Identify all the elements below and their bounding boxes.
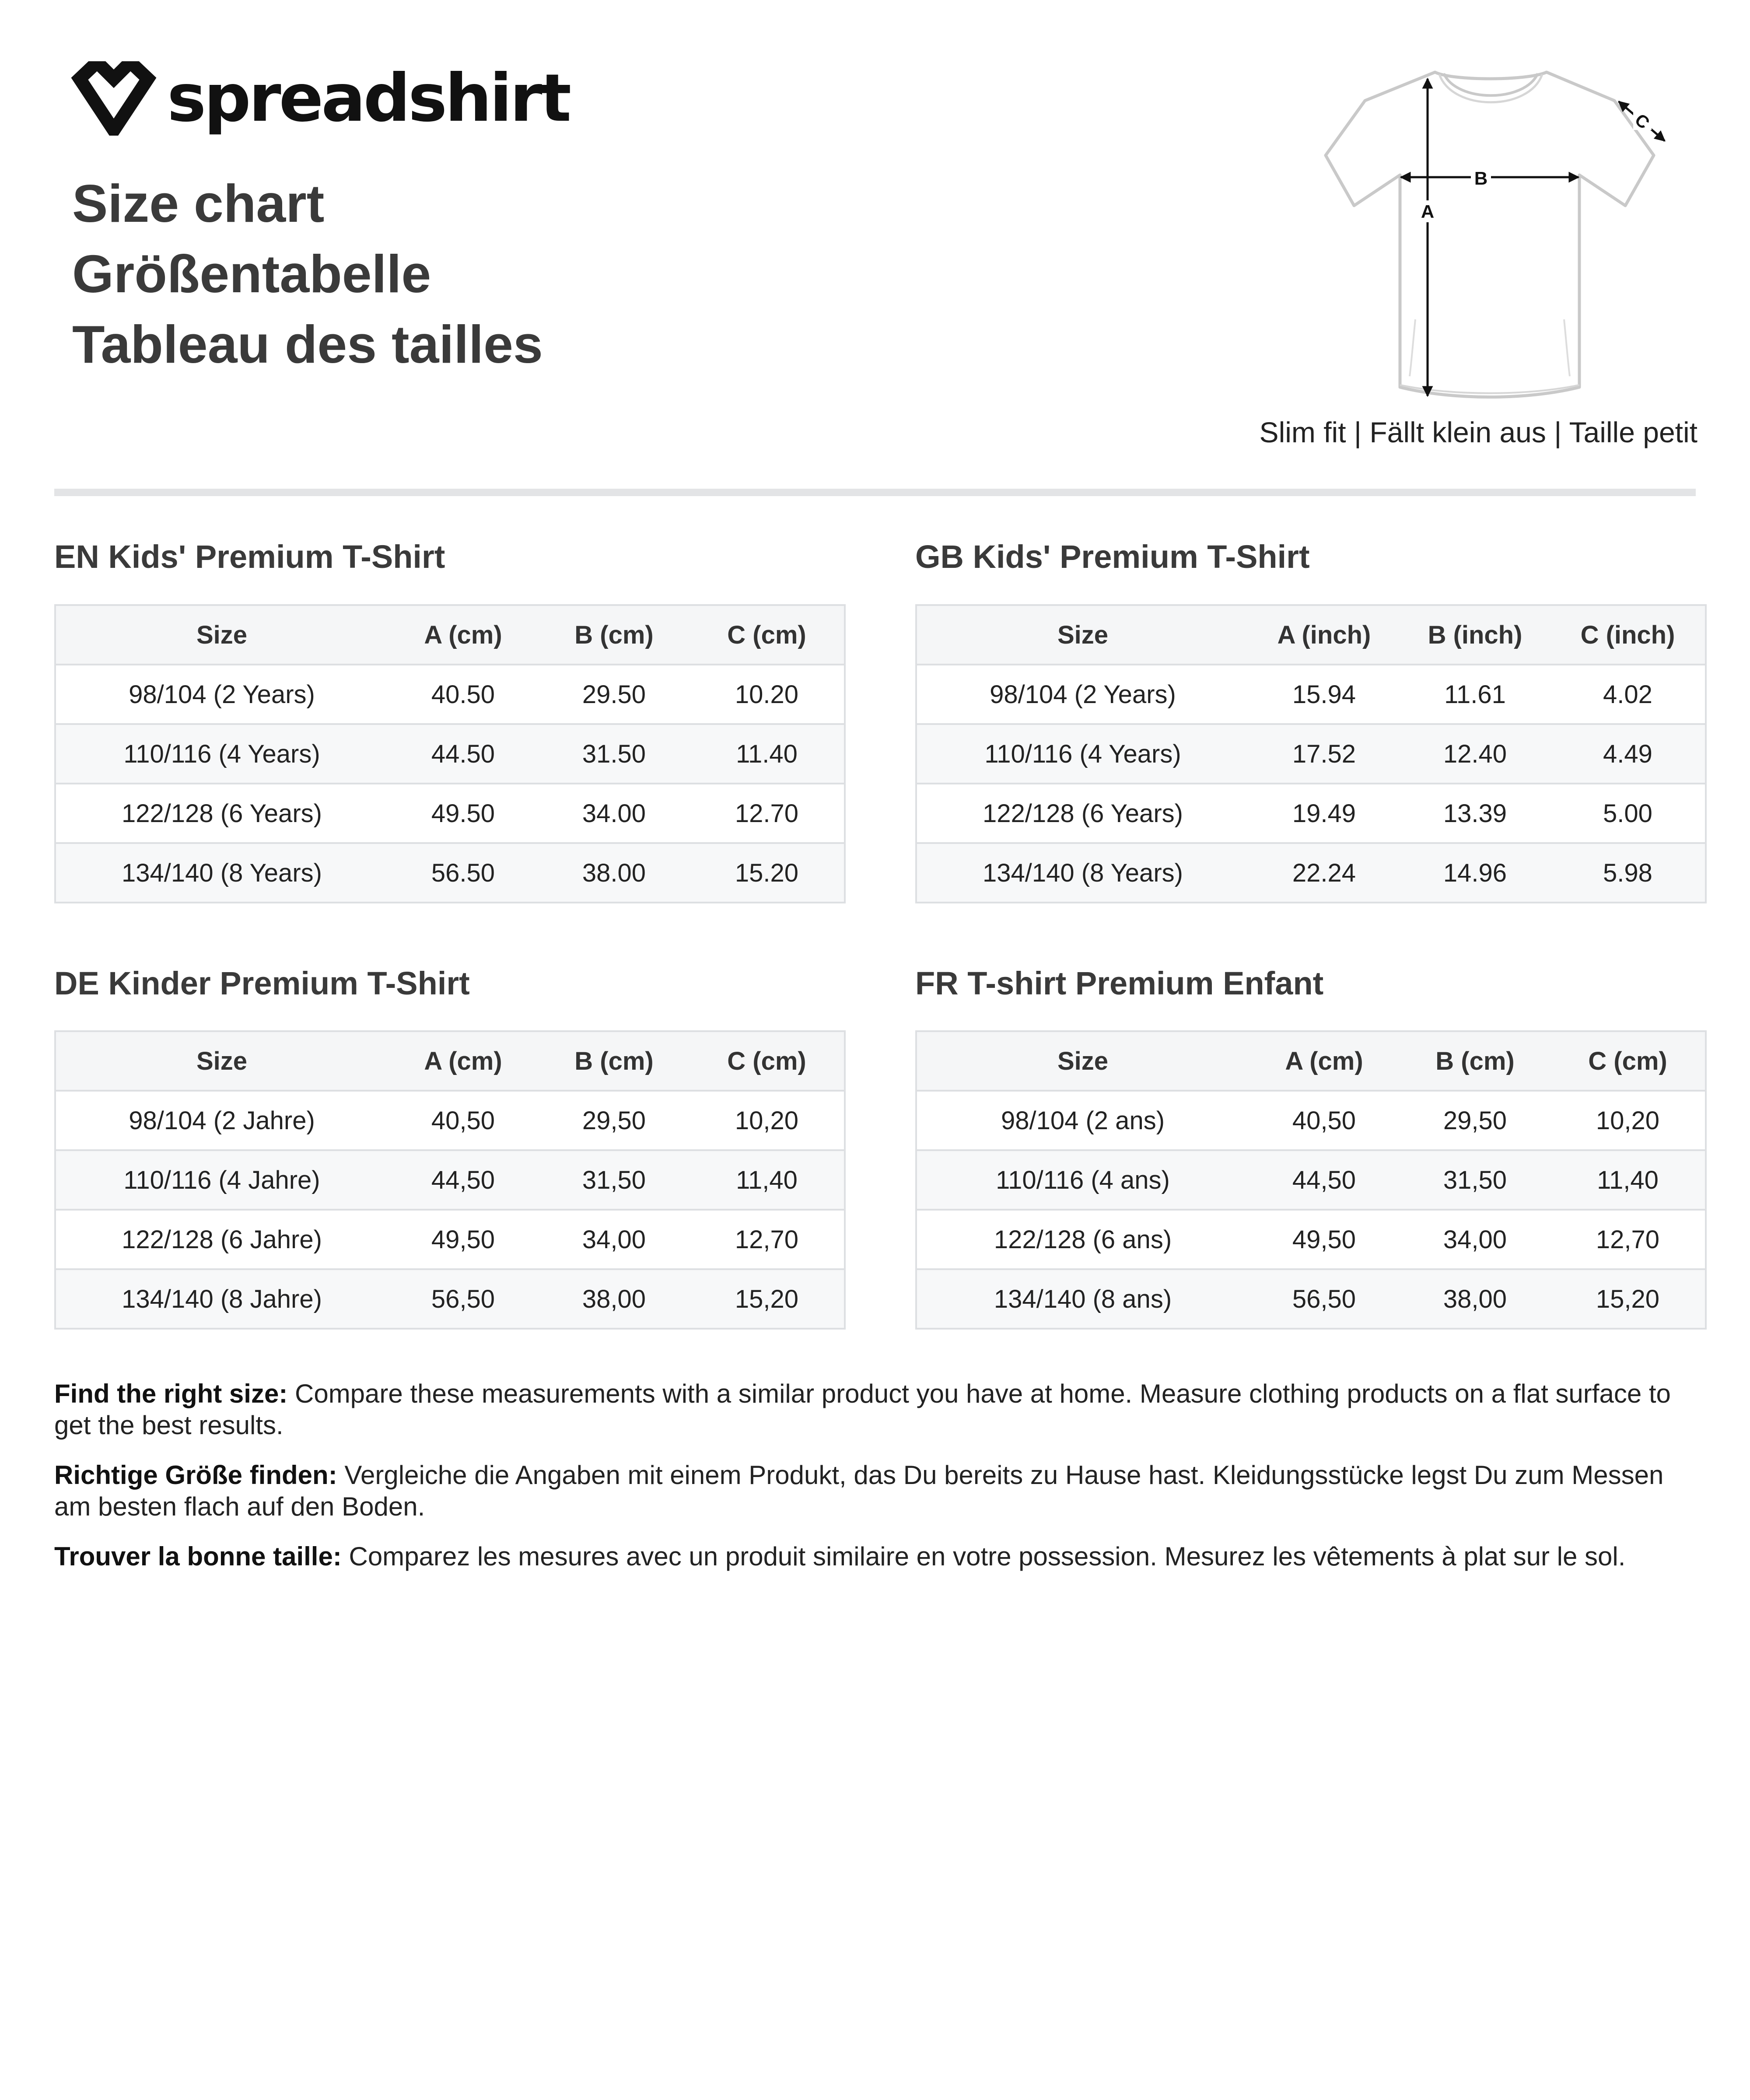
cell-size: 134/140 (8 Jahre)	[55, 1269, 388, 1329]
cell-a: 40.50	[388, 665, 539, 724]
header-b: B (cm)	[539, 605, 690, 665]
header-c: C (cm)	[1550, 1031, 1706, 1091]
cell-a: 22.24	[1249, 843, 1400, 903]
cell-a: 56,50	[1249, 1269, 1400, 1329]
cell-c: 11.40	[690, 724, 845, 784]
cell-b: 31.50	[539, 724, 690, 784]
table-row	[55, 1150, 845, 1210]
cell-c: 12,70	[1550, 1210, 1706, 1269]
measure-a-label: A	[1421, 201, 1435, 222]
cell-size: 134/140 (8 ans)	[916, 1269, 1249, 1329]
note-en	[54, 1378, 1696, 1441]
header-size: Size	[55, 1031, 388, 1091]
cell-b: 34,00	[539, 1210, 690, 1269]
table-title-en: EN Kids' Premium T-Shirt	[54, 539, 445, 575]
header-a: A (cm)	[388, 605, 539, 665]
cell-b: 31,50	[1400, 1150, 1550, 1210]
cell-size: 98/104 (2 Jahre)	[55, 1091, 388, 1150]
fit-note: Slim fit | Fällt klein aus | Taille petit	[1259, 416, 1698, 448]
cell-a: 40,50	[1249, 1091, 1400, 1150]
cell-c: 10,20	[1550, 1091, 1706, 1150]
note-de	[54, 1460, 1696, 1522]
size-table-fr	[915, 1030, 1707, 1330]
cell-b: 14.96	[1400, 843, 1550, 903]
heart-chevron-icon	[70, 61, 158, 136]
table-header-row	[55, 605, 845, 665]
note-label: Find the right size:	[54, 1379, 288, 1408]
cell-c: 10,20	[690, 1091, 845, 1150]
size-table-en	[54, 604, 846, 903]
cell-a: 56,50	[388, 1269, 539, 1329]
cell-a: 49.50	[388, 784, 539, 843]
table-header-row	[916, 1031, 1706, 1091]
header-c: C (inch)	[1550, 605, 1706, 665]
header-size: Size	[916, 1031, 1249, 1091]
cell-size: 110/116 (4 Jahre)	[55, 1150, 388, 1210]
cell-c: 15,20	[690, 1269, 845, 1329]
cell-c: 10.20	[690, 665, 845, 724]
note-label: Trouver la bonne taille:	[54, 1542, 342, 1571]
note-text: Comparez les mesures avec un produit similaire en votre possession. Mesurez les vêtements à plat sur le sol.	[341, 1542, 1626, 1571]
cell-a: 19.49	[1249, 784, 1400, 843]
table-title-gb: GB Kids' Premium T-Shirt	[915, 539, 1310, 575]
table-row	[916, 1269, 1706, 1329]
cell-b: 29,50	[539, 1091, 690, 1150]
note-fr	[54, 1541, 1696, 1572]
cell-c: 4.49	[1550, 724, 1706, 784]
table-row	[916, 665, 1706, 724]
cell-a: 44.50	[388, 724, 539, 784]
cell-size: 110/116 (4 ans)	[916, 1150, 1249, 1210]
cell-a: 17.52	[1249, 724, 1400, 784]
cell-b: 38,00	[539, 1269, 690, 1329]
cell-b: 13.39	[1400, 784, 1550, 843]
cell-size: 122/128 (6 Jahre)	[55, 1210, 388, 1269]
title-en: Size chart	[72, 174, 325, 233]
cell-size: 110/116 (4 Years)	[916, 724, 1249, 784]
tshirt-measurement-diagram	[1308, 61, 1671, 411]
header-a: A (cm)	[1249, 1031, 1400, 1091]
measure-c-label: C	[1631, 110, 1653, 133]
cell-a: 44,50	[388, 1150, 539, 1210]
cell-c: 5.98	[1550, 843, 1706, 903]
cell-a: 44,50	[1249, 1150, 1400, 1210]
note-text: Compare these measurements with a similar product you have at home. Measure clothing products on a flat surface to get the best results.	[54, 1379, 1671, 1440]
cell-size: 110/116 (4 Years)	[55, 724, 388, 784]
cell-c: 4.02	[1550, 665, 1706, 724]
header-b: B (inch)	[1400, 605, 1550, 665]
cell-a: 40,50	[388, 1091, 539, 1150]
header-c: C (cm)	[690, 1031, 845, 1091]
cell-b: 11.61	[1400, 665, 1550, 724]
header-a: A (cm)	[388, 1031, 539, 1091]
cell-c: 11,40	[690, 1150, 845, 1210]
table-row	[916, 1091, 1706, 1150]
table-row	[916, 784, 1706, 843]
table-row	[55, 665, 845, 724]
cell-c: 12,70	[690, 1210, 845, 1269]
cell-a: 49,50	[1249, 1210, 1400, 1269]
cell-c: 5.00	[1550, 784, 1706, 843]
cell-a: 15.94	[1249, 665, 1400, 724]
header-a: A (inch)	[1249, 605, 1400, 665]
cell-size: 122/128 (6 ans)	[916, 1210, 1249, 1269]
size-table-de	[54, 1030, 846, 1330]
table-row	[55, 784, 845, 843]
cell-c: 12.70	[690, 784, 845, 843]
title-de: Größentabelle	[72, 244, 431, 304]
table-row	[55, 1210, 845, 1269]
note-label: Richtige Größe finden:	[54, 1460, 337, 1490]
cell-b: 12.40	[1400, 724, 1550, 784]
page-titles	[72, 168, 543, 380]
cell-size: 134/140 (8 Years)	[916, 843, 1249, 903]
size-guidance-notes	[54, 1378, 1696, 1591]
header-b: B (cm)	[539, 1031, 690, 1091]
table-row	[55, 724, 845, 784]
cell-b: 31,50	[539, 1150, 690, 1210]
header-size: Size	[55, 605, 388, 665]
cell-b: 29.50	[539, 665, 690, 724]
cell-size: 122/128 (6 Years)	[55, 784, 388, 843]
table-row	[916, 724, 1706, 784]
table-row	[55, 843, 845, 903]
table-title-de: DE Kinder Premium T-Shirt	[54, 965, 470, 1001]
table-title-fr: FR T-shirt Premium Enfant	[915, 965, 1324, 1001]
table-header-row	[916, 605, 1706, 665]
divider	[54, 489, 1696, 496]
cell-b: 38.00	[539, 843, 690, 903]
cell-size: 98/104 (2 ans)	[916, 1091, 1249, 1150]
table-row	[916, 1210, 1706, 1269]
title-fr: Tableau des tailles	[72, 315, 543, 374]
brand-logo	[70, 61, 569, 136]
header-size: Size	[916, 605, 1249, 665]
cell-size: 98/104 (2 Years)	[55, 665, 388, 724]
cell-b: 29,50	[1400, 1091, 1550, 1150]
brand-name: spreadshirt	[167, 60, 570, 136]
table-row	[55, 1269, 845, 1329]
cell-c: 15.20	[690, 843, 845, 903]
measure-b-label: B	[1474, 168, 1488, 189]
cell-size: 134/140 (8 Years)	[55, 843, 388, 903]
size-table-gb	[915, 604, 1707, 903]
header-c: C (cm)	[690, 605, 845, 665]
cell-b: 34.00	[539, 784, 690, 843]
cell-a: 49,50	[388, 1210, 539, 1269]
note-text: Vergleiche die Angaben mit einem Produkt, das Du bereits zu Hause hast. Kleidungsstücke legst Du zum Messen am besten flach auf den Boden.	[54, 1460, 1664, 1521]
table-row	[916, 843, 1706, 903]
cell-b: 38,00	[1400, 1269, 1550, 1329]
header-b: B (cm)	[1400, 1031, 1550, 1091]
table-row	[55, 1091, 845, 1150]
cell-size: 122/128 (6 Years)	[916, 784, 1249, 843]
cell-c: 11,40	[1550, 1150, 1706, 1210]
table-header-row	[55, 1031, 845, 1091]
cell-c: 15,20	[1550, 1269, 1706, 1329]
cell-a: 56.50	[388, 843, 539, 903]
cell-size: 98/104 (2 Years)	[916, 665, 1249, 724]
cell-b: 34,00	[1400, 1210, 1550, 1269]
table-row	[916, 1150, 1706, 1210]
